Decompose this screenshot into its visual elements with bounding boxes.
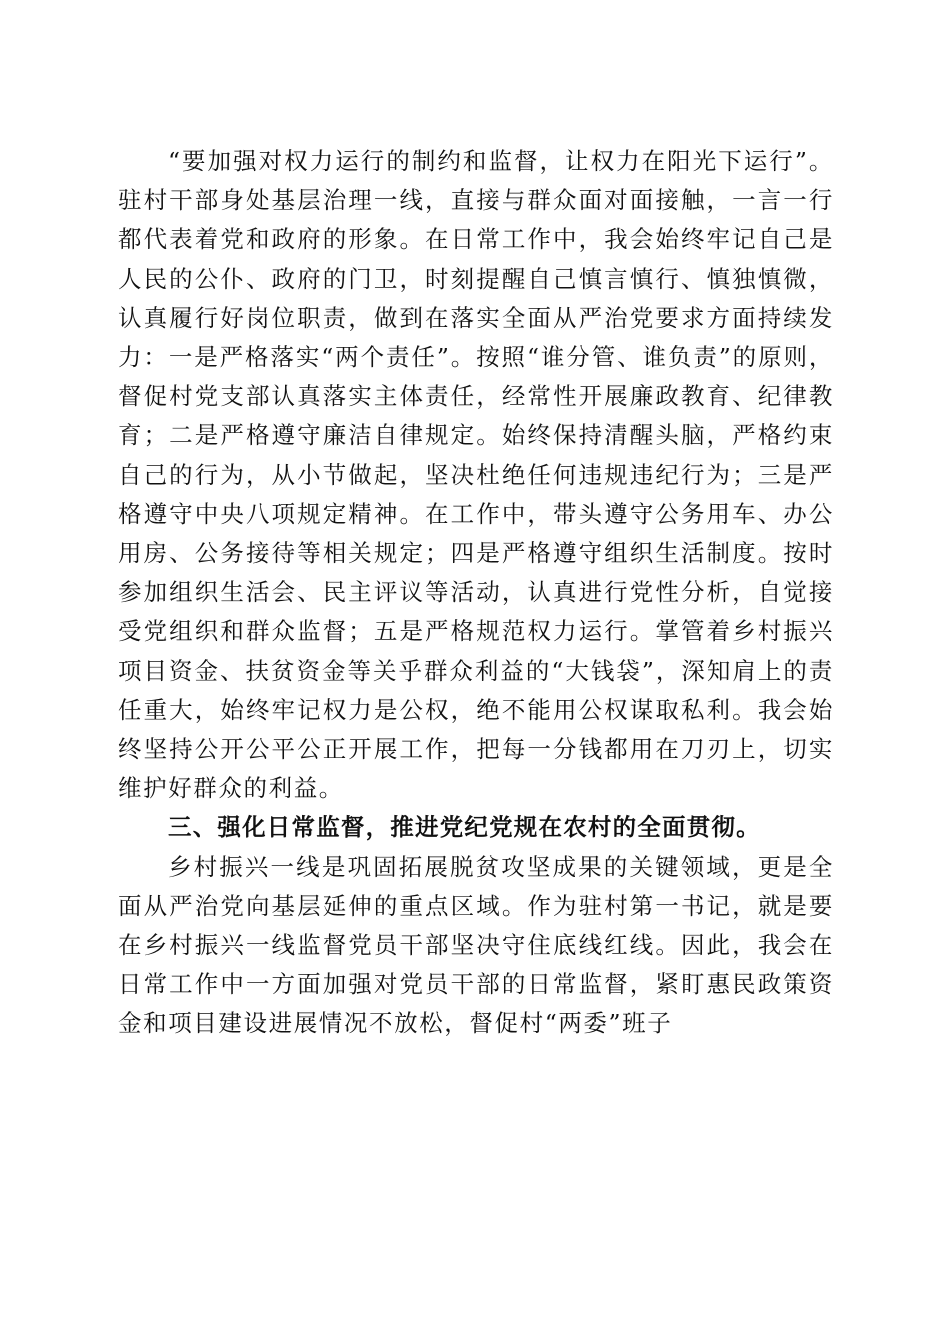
body-paragraph: “要加强对权力运行的制约和监督，让权力在阳光下运行”。驻村干部身处基层治理一线，直接与群众面对面接触，一言一行都代表着党和政府的形象。在日常工作中，我会始终牢记自己是人民的公仆、政府的门卫，时刻提醒自己慎言慎行、慎独慎微，认真履行好岗位职责，做到在落实全面从严治党要求方面持续发力：一是严格落实“两个责任”。按照“谁分管、谁负责”的原则，督促村党支部认真落实主体责任，经常性开展廉政教育、纪律教育；二是严格遵守廉洁自律规定。始终保持清醒头脑，严格约束自己的行为，从小节做起，坚决杜绝任何违规违纪行为；三是严格遵守中央八项规定精神。在工作中，带头遵守公务用车、办公用房、公务接待等相关规定；四是严格遵守组织生活制度。按时参加组织生活会、民主评议等活动，认真进行党性分析，自觉接受党组织和群众监督；五是严格规范权力运行。掌管着乡村振兴项目资金、扶贫资金等关乎群众利益的“大钱袋”，深知肩上的责任重大，始终牢记权力是公权，绝不能用公权谋取私利。我会始终坚持公开公平公正开展工作，把每一分钱都用在刀刃上，切实维护好群众的利益。 xyxy=(118,147,834,803)
section-heading: 三、强化日常监督，推进党纪党规在农村的全面贯彻。 xyxy=(168,813,761,842)
body-paragraph-closing: 乡村振兴一线是巩固拓展脱贫攻坚成果的关键领域，更是全面从严治党向基层延伸的重点区域。作为驻村第一书记，就是要在乡村振兴一线监督党员干部坚决守住底线红线。因此，我会在日常工作中一方面加强对党员干部的日常监督，紧盯惠民政策资金和项目建设进展情况不放松，督促村“两委”班子 xyxy=(118,852,834,1038)
document-body xyxy=(118,142,834,1044)
